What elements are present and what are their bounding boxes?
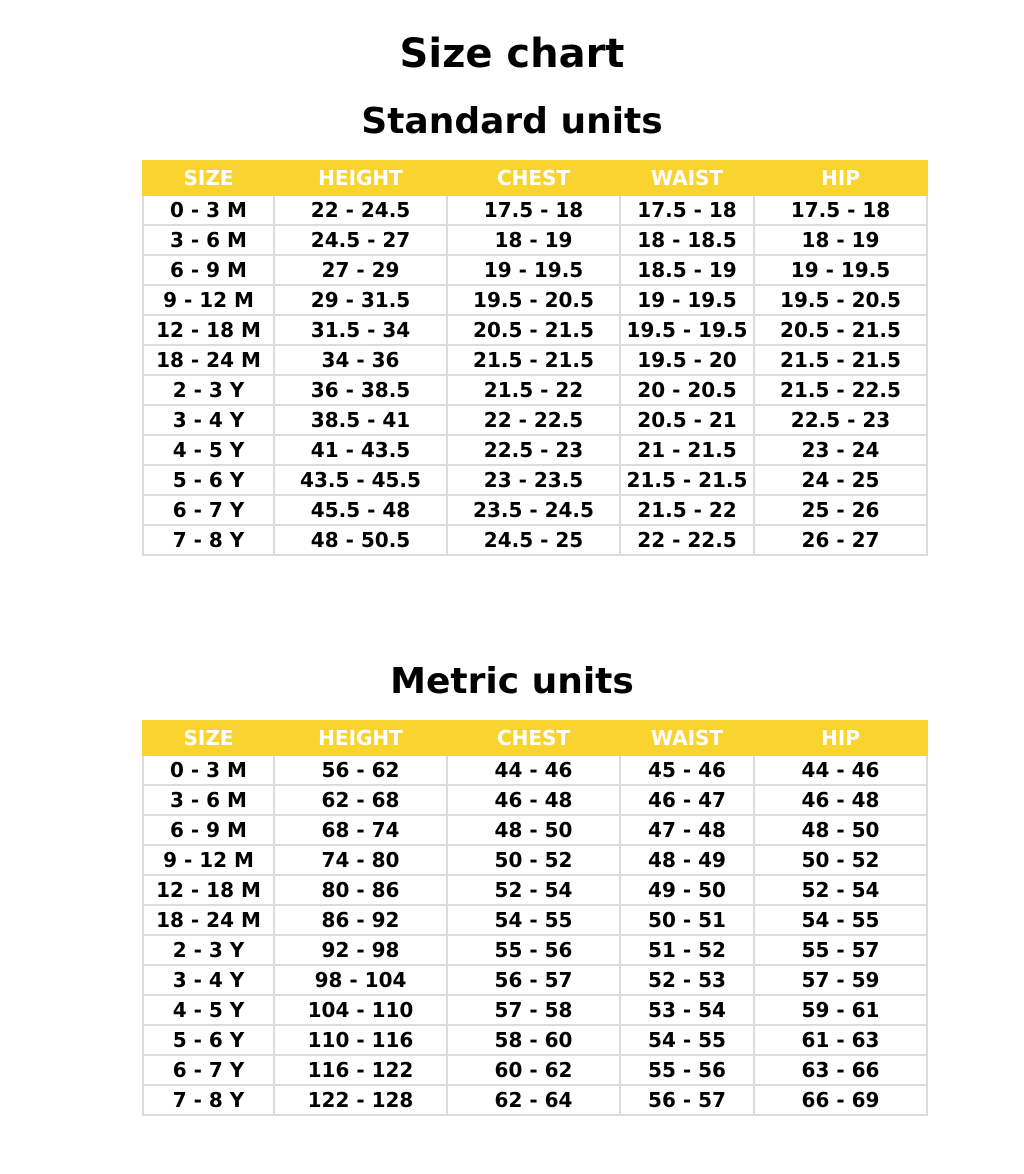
cell-height: 116 - 122 [274,1055,447,1085]
metric-units-heading: Metric units [390,661,634,702]
cell-hip: 23 - 24 [754,435,927,465]
cell-waist: 54 - 55 [620,1025,754,1055]
column-header-height: HEIGHT [274,721,447,755]
table-row [143,375,927,405]
cell-hip: 63 - 66 [754,1055,927,1085]
column-header-waist: WAIST [620,721,754,755]
cell-waist: 50 - 51 [620,905,754,935]
table-row [143,1025,927,1055]
cell-size: 6 - 7 Y [143,495,274,525]
cell-hip: 19 - 19.5 [754,255,927,285]
table-row [143,495,927,525]
cell-size: 9 - 12 M [143,845,274,875]
cell-size: 2 - 3 Y [143,935,274,965]
cell-height: 48 - 50.5 [274,525,447,555]
cell-chest: 17.5 - 18 [447,195,620,225]
cell-waist: 47 - 48 [620,815,754,845]
table-row [143,905,927,935]
cell-size: 4 - 5 Y [143,995,274,1025]
cell-chest: 20.5 - 21.5 [447,315,620,345]
table-row [143,285,927,315]
cell-size: 3 - 6 M [143,785,274,815]
cell-size: 0 - 3 M [143,755,274,785]
column-header-size: SIZE [143,721,274,755]
cell-chest: 44 - 46 [447,755,620,785]
cell-size: 0 - 3 M [143,195,274,225]
table-row [143,225,927,255]
cell-height: 62 - 68 [274,785,447,815]
table-row [143,845,927,875]
cell-size: 9 - 12 M [143,285,274,315]
cell-hip: 46 - 48 [754,785,927,815]
cell-size: 3 - 6 M [143,225,274,255]
cell-hip: 57 - 59 [754,965,927,995]
table-row [143,1085,927,1115]
standard-units-heading: Standard units [361,101,663,142]
cell-hip: 18 - 19 [754,225,927,255]
cell-size: 5 - 6 Y [143,1025,274,1055]
cell-chest: 21.5 - 22 [447,375,620,405]
cell-chest: 46 - 48 [447,785,620,815]
cell-size: 6 - 9 M [143,255,274,285]
cell-size: 5 - 6 Y [143,465,274,495]
cell-height: 29 - 31.5 [274,285,447,315]
cell-waist: 21.5 - 22 [620,495,754,525]
cell-size: 6 - 7 Y [143,1055,274,1085]
cell-waist: 17.5 - 18 [620,195,754,225]
cell-waist: 51 - 52 [620,935,754,965]
cell-height: 43.5 - 45.5 [274,465,447,495]
table-header [143,721,927,755]
cell-chest: 19 - 19.5 [447,255,620,285]
cell-hip: 22.5 - 23 [754,405,927,435]
cell-chest: 48 - 50 [447,815,620,845]
cell-height: 36 - 38.5 [274,375,447,405]
table-row [143,815,927,845]
table-row [143,405,927,435]
page-title: Size chart [399,31,625,77]
cell-chest: 22.5 - 23 [447,435,620,465]
cell-size: 2 - 3 Y [143,375,274,405]
cell-height: 38.5 - 41 [274,405,447,435]
column-header-waist: WAIST [620,161,754,195]
cell-chest: 60 - 62 [447,1055,620,1085]
cell-height: 104 - 110 [274,995,447,1025]
cell-hip: 48 - 50 [754,815,927,845]
table-body [143,195,927,555]
cell-waist: 46 - 47 [620,785,754,815]
cell-waist: 19.5 - 19.5 [620,315,754,345]
cell-height: 86 - 92 [274,905,447,935]
cell-hip: 66 - 69 [754,1085,927,1115]
cell-waist: 19.5 - 20 [620,345,754,375]
cell-height: 110 - 116 [274,1025,447,1055]
cell-waist: 21.5 - 21.5 [620,465,754,495]
cell-hip: 21.5 - 22.5 [754,375,927,405]
cell-waist: 22 - 22.5 [620,525,754,555]
table-row [143,195,927,225]
cell-height: 68 - 74 [274,815,447,845]
cell-hip: 44 - 46 [754,755,927,785]
metric-size-table [142,720,928,1116]
cell-chest: 54 - 55 [447,905,620,935]
cell-size: 6 - 9 M [143,815,274,845]
table-row [143,465,927,495]
table-row [143,315,927,345]
cell-height: 122 - 128 [274,1085,447,1115]
cell-hip: 55 - 57 [754,935,927,965]
table-row [143,255,927,285]
cell-height: 92 - 98 [274,935,447,965]
cell-waist: 45 - 46 [620,755,754,785]
column-header-chest: CHEST [447,721,620,755]
column-header-height: HEIGHT [274,161,447,195]
cell-chest: 58 - 60 [447,1025,620,1055]
table-row [143,435,927,465]
cell-height: 80 - 86 [274,875,447,905]
table-body [143,755,927,1115]
cell-hip: 26 - 27 [754,525,927,555]
table-row [143,755,927,785]
cell-waist: 20 - 20.5 [620,375,754,405]
table-row [143,965,927,995]
table-row [143,875,927,905]
cell-hip: 24 - 25 [754,465,927,495]
cell-waist: 52 - 53 [620,965,754,995]
cell-hip: 52 - 54 [754,875,927,905]
cell-chest: 23 - 23.5 [447,465,620,495]
cell-size: 3 - 4 Y [143,965,274,995]
cell-hip: 25 - 26 [754,495,927,525]
cell-hip: 50 - 52 [754,845,927,875]
cell-size: 7 - 8 Y [143,1085,274,1115]
cell-chest: 23.5 - 24.5 [447,495,620,525]
cell-size: 4 - 5 Y [143,435,274,465]
cell-size: 3 - 4 Y [143,405,274,435]
column-header-hip: HIP [754,161,927,195]
cell-size: 12 - 18 M [143,315,274,345]
cell-height: 34 - 36 [274,345,447,375]
cell-chest: 55 - 56 [447,935,620,965]
cell-waist: 21 - 21.5 [620,435,754,465]
cell-height: 24.5 - 27 [274,225,447,255]
cell-chest: 57 - 58 [447,995,620,1025]
cell-height: 22 - 24.5 [274,195,447,225]
table-row [143,995,927,1025]
cell-size: 7 - 8 Y [143,525,274,555]
cell-height: 27 - 29 [274,255,447,285]
cell-hip: 19.5 - 20.5 [754,285,927,315]
cell-waist: 18 - 18.5 [620,225,754,255]
cell-hip: 20.5 - 21.5 [754,315,927,345]
cell-waist: 48 - 49 [620,845,754,875]
column-header-size: SIZE [143,161,274,195]
cell-waist: 20.5 - 21 [620,405,754,435]
cell-height: 98 - 104 [274,965,447,995]
cell-hip: 61 - 63 [754,1025,927,1055]
cell-size: 12 - 18 M [143,875,274,905]
cell-chest: 19.5 - 20.5 [447,285,620,315]
cell-chest: 22 - 22.5 [447,405,620,435]
cell-height: 31.5 - 34 [274,315,447,345]
table-row [143,935,927,965]
cell-size: 18 - 24 M [143,905,274,935]
standard-size-table [142,160,928,556]
header-row [143,721,927,755]
table-row [143,1055,927,1085]
cell-waist: 18.5 - 19 [620,255,754,285]
cell-hip: 59 - 61 [754,995,927,1025]
table-header [143,161,927,195]
cell-chest: 56 - 57 [447,965,620,995]
cell-height: 74 - 80 [274,845,447,875]
cell-waist: 49 - 50 [620,875,754,905]
column-header-chest: CHEST [447,161,620,195]
header-row [143,161,927,195]
cell-height: 41 - 43.5 [274,435,447,465]
cell-chest: 24.5 - 25 [447,525,620,555]
cell-chest: 21.5 - 21.5 [447,345,620,375]
cell-chest: 62 - 64 [447,1085,620,1115]
cell-waist: 19 - 19.5 [620,285,754,315]
cell-height: 56 - 62 [274,755,447,785]
table-row [143,345,927,375]
cell-hip: 17.5 - 18 [754,195,927,225]
cell-waist: 55 - 56 [620,1055,754,1085]
table-row [143,525,927,555]
cell-chest: 52 - 54 [447,875,620,905]
column-header-hip: HIP [754,721,927,755]
cell-chest: 50 - 52 [447,845,620,875]
cell-height: 45.5 - 48 [274,495,447,525]
cell-hip: 54 - 55 [754,905,927,935]
cell-chest: 18 - 19 [447,225,620,255]
cell-size: 18 - 24 M [143,345,274,375]
cell-waist: 56 - 57 [620,1085,754,1115]
cell-hip: 21.5 - 21.5 [754,345,927,375]
table-row [143,785,927,815]
cell-waist: 53 - 54 [620,995,754,1025]
